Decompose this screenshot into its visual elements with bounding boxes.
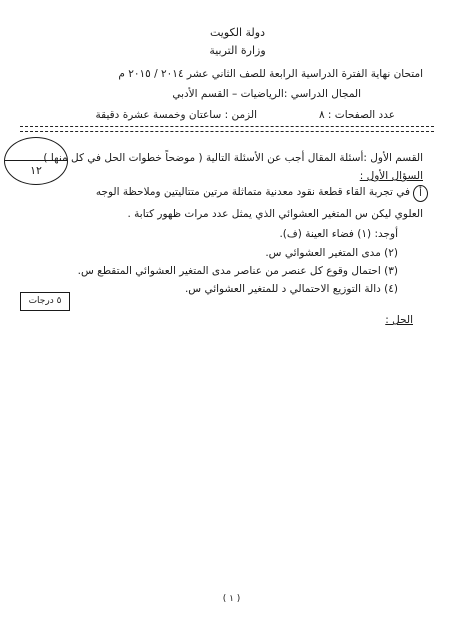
marks-box: ٥ درجات: [20, 292, 70, 311]
exam-duration: الزمن : ساعتان وخمسة عشرة دقيقة: [95, 109, 257, 121]
question-item-1: أوجد: (١) فضاء العينة (ف).: [279, 228, 398, 240]
question-part-marker: أ: [413, 185, 428, 202]
solution-label: الحل :: [385, 314, 413, 326]
score-total: ١٢: [30, 164, 42, 177]
ministry-name: وزارة التربية: [209, 44, 266, 57]
header-divider-bottom: [20, 131, 434, 132]
header-divider-top: [20, 126, 434, 127]
question-heading: السؤال الأول :: [359, 170, 423, 182]
pages-count: عدد الصفحات : ٨: [318, 109, 395, 121]
question-intro-line-1: في تجربة القاء قطعة نقود معدنية متماثلة مرتين متتاليتين وملاحظة الوجه: [95, 186, 410, 198]
exam-title: امتحان نهاية الفترة الدراسية الرابعة للصف الثاني عشر ٢٠١٤ / ٢٠١٥ م: [118, 68, 423, 80]
question-item-3: (٣) احتمال وقوع كل عنصر من عناصر مدى المتغير العشوائي المتقطع س.: [77, 265, 398, 277]
country-name: دولة الكويت: [210, 26, 265, 39]
question-intro-line-2: العلوي ليكن س المتغير العشوائي الذي يمثل عدد مرات ظهور كتابة .: [127, 208, 423, 220]
question-item-4: (٤) دالة التوزيع الاحتمالي د للمتغير العشوائي س.: [184, 283, 398, 295]
section-title: القسم الأول :أسئلة المقال أجب عن الأسئلة التالية ( موضحاً خطوات الحل في كل منها ): [43, 152, 423, 164]
subject-line: المجال الدراسي :الرياضيات – القسم الأدبي: [172, 88, 361, 100]
page-number: ( ١ ): [222, 594, 241, 604]
question-item-2: (٢) مدى المتغير العشوائي س.: [265, 247, 398, 259]
